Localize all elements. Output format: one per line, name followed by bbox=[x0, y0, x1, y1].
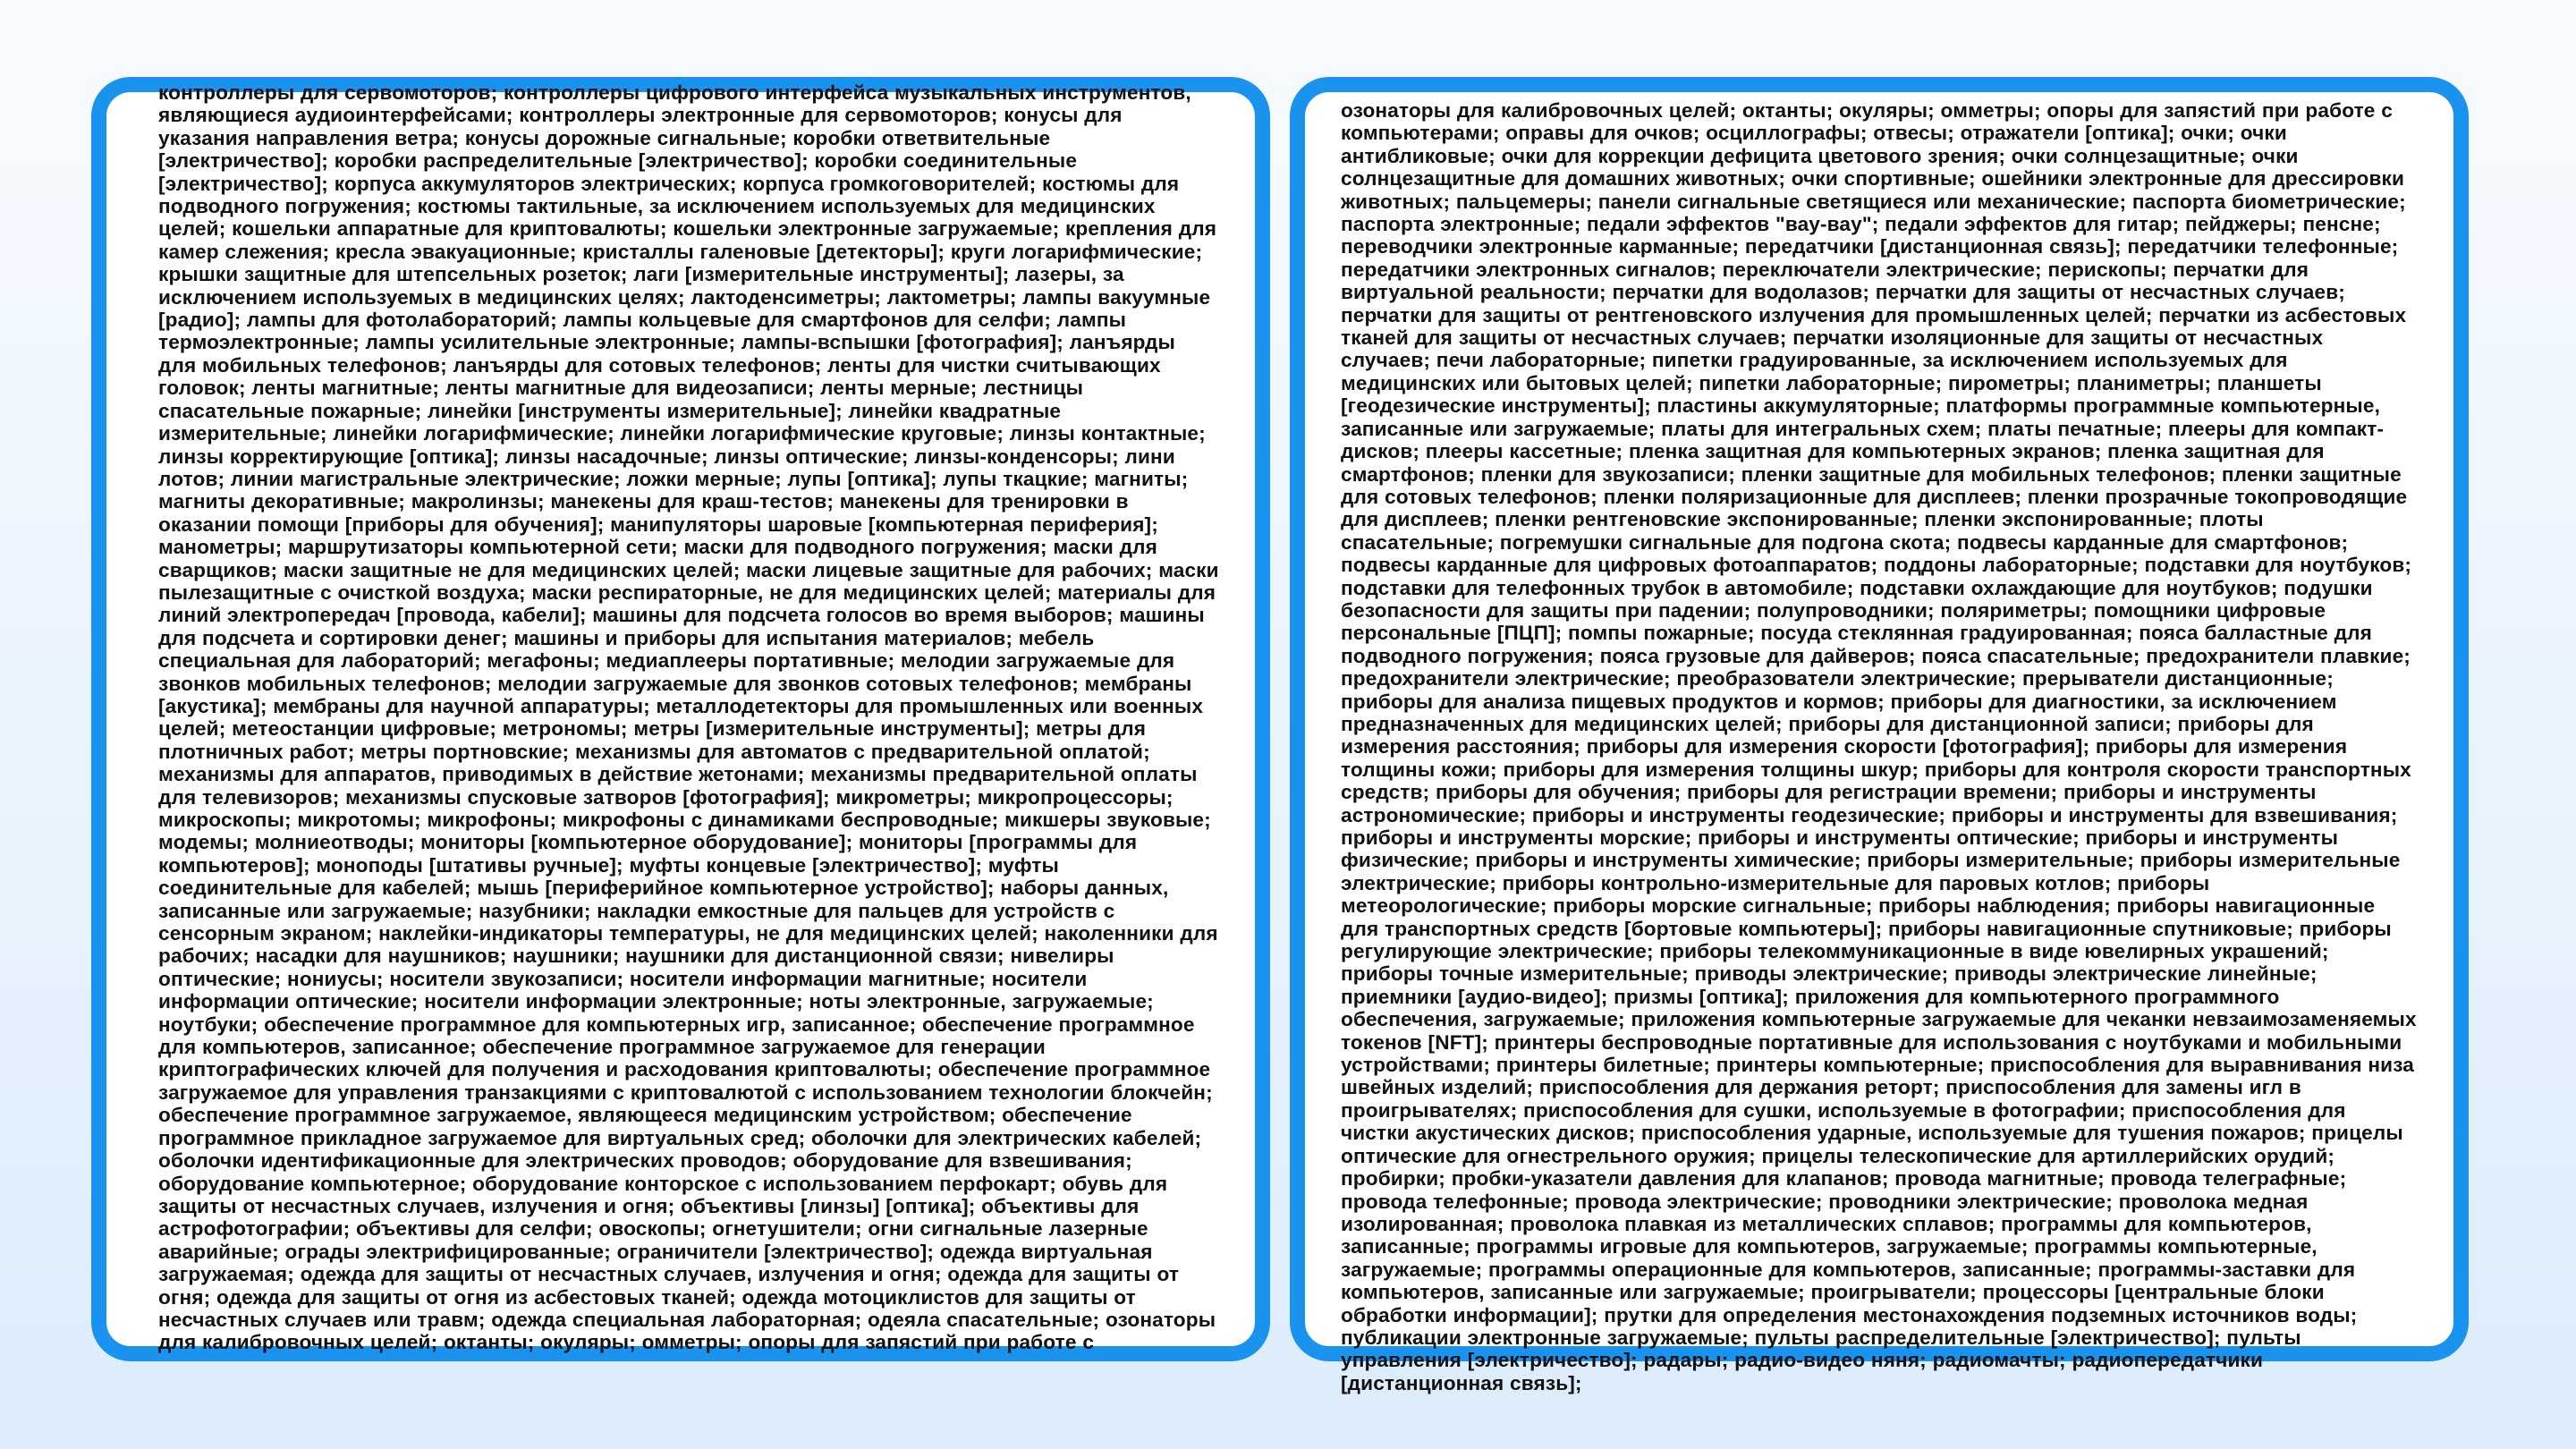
left-panel-text: контроллеры для сервомоторов; контроллеры цифрового интерфейса музыкальных инструментов, являющиеся аудиоинтерфейсами; контроллеры электронные для сервомоторов; конусы для указания направления ветра; конусы дорожные сигнальные; коробки ответвительные [электричество]; коробки распределительные [электричество]; коробки соединительные [электричество]; корпуса аккумуляторов электрических; корпуса громкоговорителей; костюмы для подводного погружения; костюмы тактильные, за исключением используемых для медицинских целей; кошельки аппаратные для криптовалюты; кошельки электронные загружаемые; крепления для камер слежения; кресла эвакуационные; кристаллы галеновые [детекторы]; круги логарифмические; крышки защитные для штепсельных розеток; лаги [измерительные инструменты]; лазеры, за исключением используемых в медицинских целях; лактоденсиметры; лактометры; лампы вакуумные [радио]; лампы для фотолабораторий; лампы кольцевые для смартфонов для селфи; лампы термоэлектронные; лампы усилительные электронные; лампы-вспышки [фотография]; ланъярды для мобильных телефонов; ланъярды для сотовых телефонов; ленты для чистки считывающих головок; ленты магнитные; ленты магнитные для видеозаписи; ленты мерные; лестницы спасательные пожарные; линейки [инструменты измерительные]; линейки квадратные измерительные; линейки логарифмические; линейки логарифмические круговые; линзы контактные; линзы корректирующие [оптика]; линзы насадочные; линзы оптические; линзы-конденсоры; лини лотов; линии магистральные электрические; ложки мерные; лупы [оптика]; лупы ткацкие; магниты; магниты декоративные; макролинзы; манекены для краш-тестов; манекены для тренировки в оказании помощи [приборы для обучения]; манипуляторы шаровые [компьютерная периферия]; манометры; маршрутизаторы компьютерной сети; маски для подводного погружения; маски для сварщиков; маски защитные не для медицинских целей; маски лицевые защитные для рабочих; маски пылезащитные с очисткой воздуха; маски респираторные, не для медицинских целей; материалы для линий электропередач [провода, кабели]; машины для подсчета голосов во время выборов; машины для подсчета и сортировки денег; машины и приборы для испытания материалов; мебель специальная для лабораторий; мегафоны; медиаплееры портативные; мелодии загружаемые для звонков мобильных телефонов; мелодии загружаемые для звонков сотовых телефонов; мембраны [акустика]; мембраны для научной аппаратуры; металлодетекторы для промышленных или военных целей; метеостанции цифровые; метрономы; метры [измерительные инструменты]; метры для плотничных работ; метры портновские; механизмы для автоматов с предварительной оплатой; механизмы для аппаратов, приводимых в действие жетонами; механизмы предварительной оплаты для телевизоров; механизмы спусковые затворов [фотография]; микрометры; микропроцессоры; микроскопы; микротомы; микрофоны; микрофоны с динамиками беспроводные; микшеры звуковые; модемы; молниеотводы; мониторы [компьютерное оборудование]; мониторы [программы для компьютеров]; моноподы [штативы ручные]; муфты концевые [электричество]; муфты соединительные для кабелей; мышь [периферийное компьютерное устройство]; наборы данных, записанные или загружаемые; назубники; накладки емкостные для пальцев для устройств с сенсорным экраном; наклейки-индикаторы температуры, не для медицинских целей; наколенники для рабочих; насадки для наушников; наушники; наушники для дистанционной связи; нивелиры оптические; нониусы; носители звукозаписи; носители информации магнитные; носители информации оптические; носители информации электронные; ноты электронные, загружаемые; ноутбуки; обеспечение программное для компьютерных игр, записанное; обеспечение программное для компьютеров, записанное; обеспечение программное загружаемое для генерации криптографических ключей для получения и расходования криптовалюты; обеспечение программное загружаемое для управления транзакциями с криптовалютой с использованием технологии блокчейн; обеспечение программное загружаемое, являющееся медицинским устройством; обеспечение программное прикладное загружаемое для виртуальных сред; оболочки для электрических кабелей; оболочки идентификационные для электрических проводов; оборудование для взвешивания; оборудование компьютерное; оборудование конторское с использованием перфокарт; обувь для защиты от несчастных случаев, излучения и огня; объективы [линзы] [оптика]; объективы для астрофотографии; объективы для селфи; овоскопы; огнетушители; огни сигнальные лазерные аварийные; ограды электрифицированные; ограничители [электричество]; одежда виртуальная загружаемая; одежда для защиты от несчастных случаев, излучения и огня; одежда для защиты от огня; одежда для защиты от огня из асбестовых тканей; одежда мотоциклистов для защиты от несчастных случаев или травм; одежда специальная лабораторная; одеяла спасательные; озонаторы для калибровочных целей; октанты; окуляры; омметры; опоры для запястий при работе с bbox=[158, 81, 1219, 1354]
right-panel-text: озонаторы для калибровочных целей; октанты; окуляры; омметры; опоры для запястий при работе с компьютерами; оправы для очков; осциллографы; отвесы; отражатели [оптика]; очки; очки антибликовые; очки для коррекции дефицита цветового зрения; очки солнцезащитные; очки солнцезащитные для домашних животных; очки спортивные; ошейники электронные для дрессировки животных; пальцемеры; панели сигнальные светящиеся или механические; паспорта биометрические; паспорта электронные; педали эффектов "вау-вау"; педали эффектов для гитар; пейджеры; пенсне; переводчики электронные карманные; передатчики [дистанционная связь]; передатчики телефонные; передатчики электронных сигналов; переключатели электрические; перископы; перчатки для виртуальной реальности; перчатки для водолазов; перчатки для защиты от несчастных случаев; перчатки для защиты от рентгеновского излучения для промышленных целей; перчатки из асбестовых тканей для защиты от несчастных случаев; перчатки изоляционные для защиты от несчастных случаев; печи лабораторные; пипетки градуированные, за исключением используемых для медицинских или бытовых целей; пипетки лабораторные; пирометры; планиметры; планшеты [геодезические инструменты]; пластины аккумуляторные; платформы программные компьютерные, записанные или загружаемые; платы для интегральных схем; платы печатные; плееры для компакт-дисков; плееры кассетные; пленка защитная для компьютерных экранов; пленка защитная для смартфонов; пленки для звукозаписи; пленки защитные для мобильных телефонов; пленки защитные для сотовых телефонов; пленки поляризационные для дисплеев; пленки прозрачные токопроводящие для дисплеев; пленки рентгеновские экспонированные; пленки экспонированные; плоты спасательные; погремушки сигнальные для подгона скота; подвесы карданные для смартфонов; подвесы карданные для цифровых фотоаппаратов; поддоны лабораторные; подставки для ноутбуков; подставки для телефонных трубок в автомобиле; подставки охлаждающие для ноутбуков; подушки безопасности для защиты при падении; полупроводники; поляриметры; помощники цифровые персональные [ПЦП]; помпы пожарные; посуда стеклянная градуированная; пояса балластные для подводного погружения; пояса грузовые для дайверов; пояса спасательные; предохранители плавкие; предохранители электрические; преобразователи электрические; прерыватели дистанционные; приборы для анализа пищевых продуктов и кормов; приборы для диагностики, за исключением предназначенных для медицинских целей; приборы для дистанционной записи; приборы для измерения расстояния; приборы для измерения скорости [фотография]; приборы для измерения толщины кожи; приборы для измерения толщины шкур; приборы для контроля скорости транспортных средств; приборы для обучения; приборы для регистрации времени; приборы и инструменты астрономические; приборы и инструменты геодезические; приборы и инструменты для взвешивания; приборы и инструменты морские; приборы и инструменты оптические; приборы и инструменты физические; приборы и инструменты химические; приборы измерительные; приборы измерительные электрические; приборы контрольно-измерительные для паровых котлов; приборы метеорологические; приборы морские сигнальные; приборы наблюдения; приборы навигационные для транспортных средств [бортовые компьютеры]; приборы навигационные спутниковые; приборы регулирующие электрические; приборы телекоммуникационные в виде ювелирных украшений; приборы точные измерительные; приводы электрические; приводы электрические линейные; приемники [аудио-видео]; призмы [оптика]; приложения для компьютерного программного обеспечения, загружаемые; приложения компьютерные загружаемые для чеканки невзаимозаменяемых токенов [NFT]; принтеры беспроводные портативные для использования с ноутбуками и мобильными устройствами; принтеры билетные; принтеры компьютерные; приспособления для выравнивания низа швейных изделий; приспособления для держания реторт; приспособления для замены игл в проигрывателях; приспособления для сушки, используемые в фотографии; приспособления для чистки акустических дисков; приспособления ударные, используемые для тушения пожаров; прицелы оптические для огнестрельного оружия; прицелы телескопические для артиллерийских орудий; пробирки; пробки-указатели давления для клапанов; провода магнитные; провода телеграфные; провода телефонные; провода электрические; проводники электрические; проволока медная изолированная; проволока плавкая из металлических сплавов; программы для компьютеров, записанные; программы игровые для компьютеров, загружаемые; программы компьютерные, загружаемые; программы операционные для компьютеров, записанные; программы-заставки для компьютеров, записанные или загружаемые; проигрыватели; процессоры [центральные блоки обработки информации]; прутки для определения местонахождения подземных источников воды; публикации электронные загружаемые; пульты распределительные [электричество]; пульты управления [электричество]; радары; радио-видео няня; радиомачты; радиопередатчики [дистанционная связь]; bbox=[1341, 99, 2417, 1394]
right-text-panel bbox=[1290, 77, 2469, 1394]
left-text-panel bbox=[91, 77, 1270, 1361]
